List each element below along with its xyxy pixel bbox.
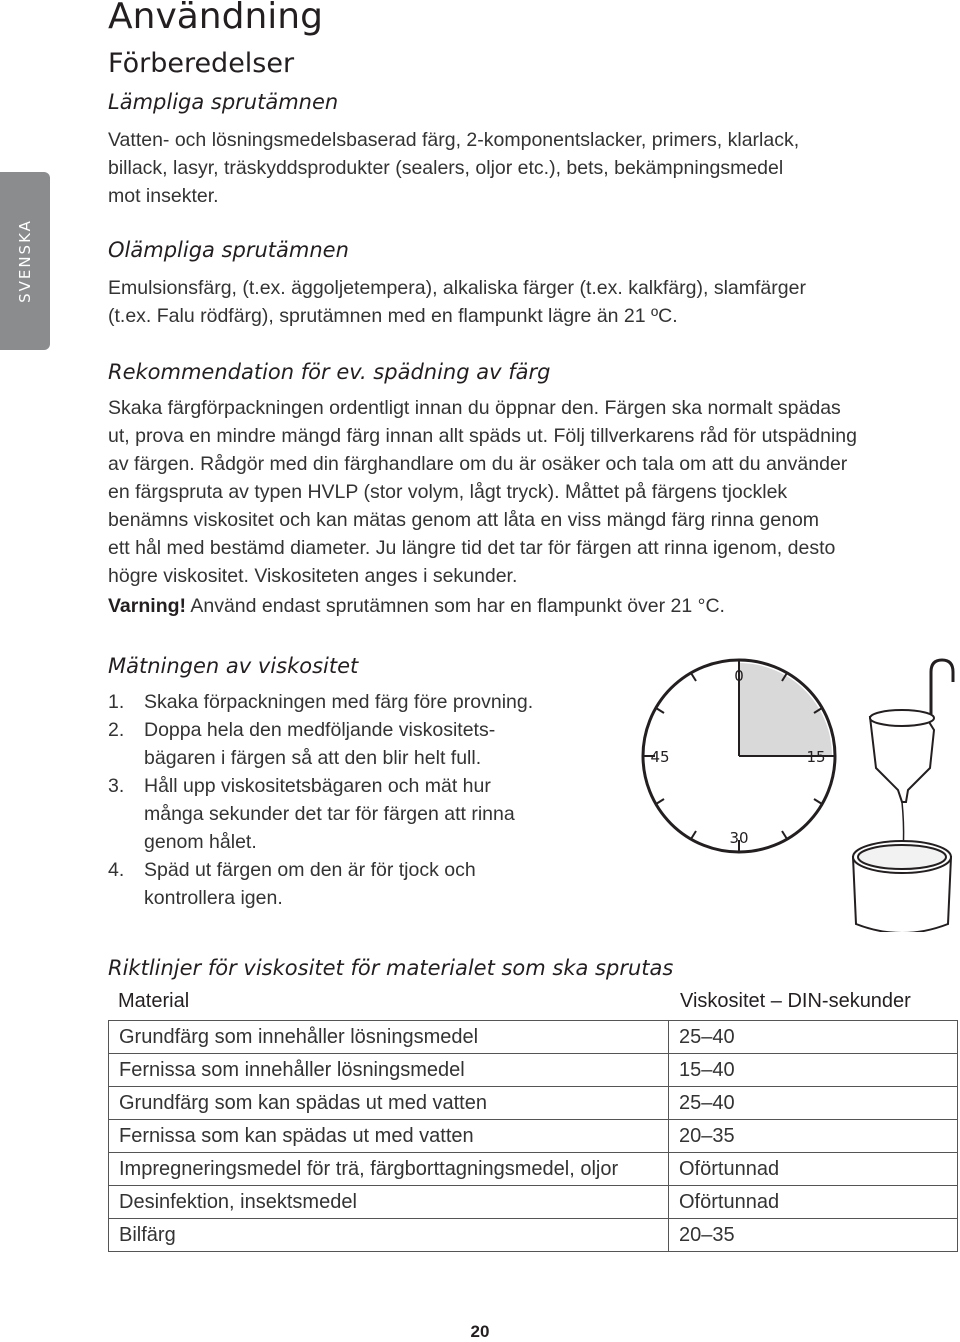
table-row: Fernissa som innehåller lösningsmedel 15–40 — [109, 1054, 958, 1087]
viscosity-cup-illustration — [630, 652, 960, 932]
warning-label: Varning! — [108, 595, 187, 617]
suitable-heading: Lämpliga sprutämnen — [108, 90, 339, 114]
table-row: Impregneringsmedel för trä, färgborttagningsmedel, oljor Oförtunnad — [109, 1153, 958, 1186]
warning-text: Varning! Använd endast sprutämnen som har en flampunkt över 21 °C. — [108, 595, 725, 617]
step-2: 2. Doppa hela den medföljande viskositets- bägaren i färgen så att den blir helt full. — [108, 719, 496, 769]
dilution-heading: Rekommendation för ev. spädning av färg — [108, 360, 551, 384]
section-title: Förberedelser — [108, 48, 295, 79]
dial-label-15: 15 — [806, 748, 826, 766]
suitable-text: Vatten- och lösningsmedelsbaserad färg, 2-komponentslacker, primers, klarlack, billack, lasyr, träskyddsprodukter (sealers, oljor etc.), bets, bekämpningsmedel mot insekter. — [108, 129, 800, 207]
step-4: 4. Späd ut färgen om den är för tjock och kontrollera igen. — [108, 859, 476, 909]
language-tab — [0, 172, 50, 350]
dial-label-45: 45 — [650, 748, 670, 766]
unsuitable-heading: Olämpliga sprutämnen — [108, 238, 349, 262]
table-row: Grundfärg som innehåller lösningsmedel 25–40 — [109, 1021, 958, 1054]
dilution-text: Skaka färgförpackningen ordentligt innan du öppnar den. Färgen ska normalt spädas ut, prova en mindre mängd färg innan allt späds ut. Följ tillverkarens råd för utspädning av färgen. Rådgör med din färghandlare om du är osäker och tala om att du använder en färgspruta av typen HVLP (stor volym, lågt tryck). Måttet på färgens tjocklek benämns viskositet och kan mätas genom att låta en viss mängd färg rinna genom ett hål med bestämd diameter. Ju längre tid det tar för färgen att rinna igenom, desto högre viskositet. Viskositeten anges i sekunder. — [108, 397, 857, 587]
table-row: Desinfektion, insektsmedel Oförtunnad — [109, 1186, 958, 1219]
page-title: Användning — [108, 0, 323, 37]
table-row: Grundfärg som kan spädas ut med vatten 25–40 — [109, 1087, 958, 1120]
table-row: Bilfärg 20–35 — [109, 1219, 958, 1252]
table-header-viscosity: Viskositet – DIN-sekunder — [680, 990, 911, 1012]
measure-steps — [108, 688, 608, 912]
step-3: 3. Håll upp viskositetsbägaren och mät hur många sekunder det tar för färgen att rinna genom hålet. — [108, 775, 515, 853]
dial-label-0: 0 — [734, 667, 744, 685]
stopwatch-dial — [643, 660, 835, 852]
measure-heading: Mätningen av viskositet — [108, 654, 359, 678]
language-tab-label: SVENSKA — [16, 219, 34, 303]
viscosity-table — [108, 1020, 958, 1252]
paint-can — [853, 841, 951, 932]
table-header-material: Material — [118, 990, 190, 1012]
unsuitable-text: Emulsionsfärg, (t.ex. äggoljetempera), alkaliska färger (t.ex. kalkfärg), slamfärger (t.ex. Falu rödfärg), sprutämnen med en flampunkt lägre än 21 ºC. — [108, 277, 806, 327]
dial-label-30: 30 — [729, 829, 749, 847]
step-1: 1. Skaka förpackningen med färg före provning. — [108, 691, 534, 713]
guidelines-heading: Riktlinjer för viskositet för materialet som ska sprutas — [108, 956, 674, 980]
table-row: Fernissa som kan spädas ut med vatten 20–35 — [109, 1120, 958, 1153]
page-number: 20 — [470, 1322, 490, 1341]
